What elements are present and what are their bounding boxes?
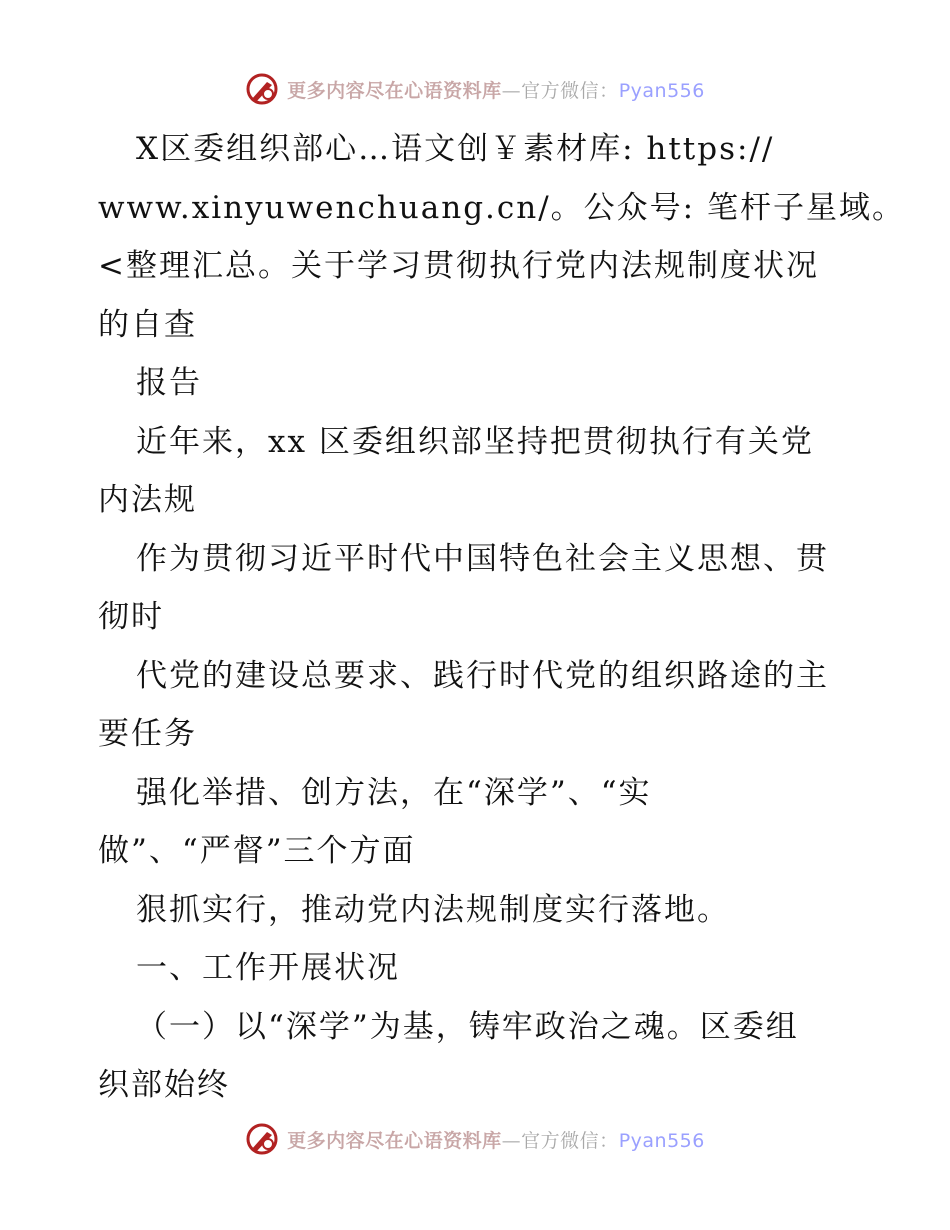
footer-watermark-banner: [0, 1122, 950, 1156]
banner-wechat-id: Pyan556: [618, 79, 705, 102]
banner-main-text: 更多内容尽在心语资料库: [287, 1129, 502, 1152]
body-line: 的自查: [98, 306, 197, 343]
body-line: 彻时: [98, 599, 164, 635]
banner-main-text: 更多内容尽在心语资料库: [287, 79, 502, 102]
body-line: 要任务: [98, 716, 197, 752]
body-line: 作为贯彻习近平时代中国特色社会主义思想、贯: [136, 540, 829, 577]
body-line: 代党的建设总要求、践行时代党的组织路途的主: [136, 657, 829, 694]
body-line: 近年来，xx 区委组织部坚持把贯彻执行有关党: [136, 423, 814, 460]
banner-wechat-label: 官方微信：: [521, 79, 619, 102]
banner-separator: —: [501, 1129, 522, 1152]
banner-text: [287, 76, 705, 103]
body-line: 狠抓实行，推动党内法规制度实行落地。: [136, 891, 730, 928]
body-line: <整理汇总。关于学习贯彻执行党内法规制度状况: [98, 248, 819, 284]
body-line: （一）以“深学”为基，铸牢政治之魂。区委组: [136, 1008, 799, 1045]
body-line: 做”、“严督”三个方面: [98, 833, 416, 869]
pen-logo-icon: [245, 72, 279, 106]
banner-wechat-id: Pyan556: [618, 1129, 705, 1152]
body-line: 织部始终: [98, 1067, 230, 1103]
document-body: [98, 120, 905, 1115]
banner-text: [287, 1126, 705, 1153]
body-line: www.xinyuwenchuang.cn/。公众号: 笔杆子星域。: [98, 189, 905, 226]
header-watermark-banner: [0, 72, 950, 106]
body-line: 内法规: [98, 482, 197, 518]
body-line: X区委组织部心…语文创￥素材库: https://: [136, 131, 775, 167]
body-line: 强化举措、创方法，在“深学”、“实: [136, 774, 652, 811]
pen-logo-icon: [245, 1122, 279, 1156]
banner-wechat-label: 官方微信：: [521, 1129, 619, 1152]
banner-separator: —: [501, 79, 522, 102]
body-line: 一、工作开展状况: [136, 950, 400, 986]
body-line: 报告: [136, 365, 202, 401]
